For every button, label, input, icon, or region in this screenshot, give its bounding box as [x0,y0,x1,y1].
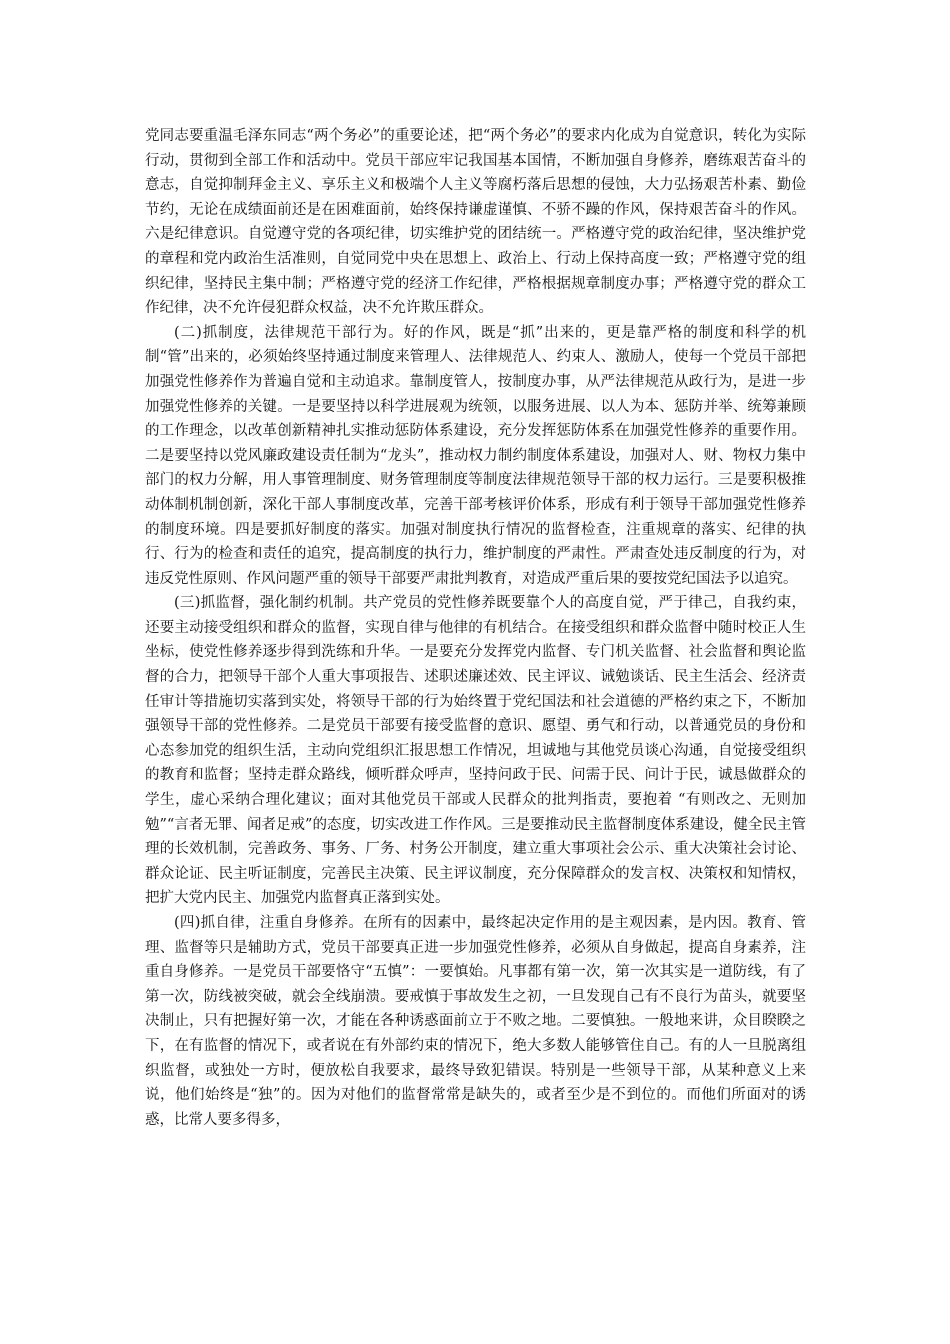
paragraph-system-regulation: (二)抓制度，法律规范干部行为。好的作风，既是“抓”出来的，更是靠严格的制度和科学的机制“管”出来的，必须始终坚持通过制度来管理人、法律规范人、约束人、激励人，使每一个党员干部把加强党性修养作为普遍自觉和主动追求。靠制度管人，按制度办事，从严法律规范从政行为，是进一步加强党性修养的关键。一是要坚持以科学进展观为统领，以服务进展、以人为本、惩防并举、统筹兼顾的工作理念，以改革创新精神扎实推动惩防体系建设，充分发挥惩防体系在加强党性修养的重要作用。二是要坚持以党风廉政建设责任制为“龙头”，推动权力制约制度体系建设，加强对人、财、物权力集中部门的权力分解，用人事管理制度、财务管理制度等制度法律规范领导干部的权力运行。三是要积极推动体制机制创新，深化干部人事制度改革，完善干部考核评价体系，形成有利于领导干部加强党性修养的制度环境。四是要抓好制度的落实。加强对制度执行情况的监督检查，注重规章的落实、纪律的执行、行为的检查和责任的追究，提高制度的执行力，维护制度的严肃性。严肃查处违反制度的行为，对违反党性原则、作风问题严重的领导干部要严肃批判教育，对造成严重后果的要按党纪国法予以追究。 [145,324,806,587]
paragraph-self-discipline: (四)抓自律，注重自身修养。在所有的因素中，最终起决定作用的是主观因素，是内因。教育、管理、监督等只是辅助方式，党员干部要真正进一步加强党性修养，必须从自身做起，提高自身素养，注重自身修养。一是党员干部要恪守“五慎”：一要慎始。凡事都有第一次，第一次其实是一道防线，有了第一次，防线被突破，就会全线崩溃。要戒慎于事故发生之初，一旦发现自己有不良行为苗头，就要坚决制止，只有把握好第一次，才能在各种诱惑面前立于不败之地。二要慎独。一般地来讲，众目睽睽之下，在有监督的情况下，或者说在有外部约束的情况下，绝大多数人能够管住自己。有的人一旦脱离组织监督，或独处一方时，便放松自我要求，最终导致犯错误。特别是一些领导干部，从某种意义上来说，他们始终是“独”的。因为对他们的监督常常是缺失的，或者至少是不到位的。而他们所面对的诱惑，比常人要多得多， [145,915,806,1128]
paragraph-discipline-awareness: 党同志要重温毛泽东同志“两个务必”的重要论述，把“两个务必”的要求内化成为自觉意识，转化为实际行动，贯彻到全部工作和活动中。党员干部应牢记我国基本国情，不断加强自身修养，磨练艰苦奋斗的意志，自觉抑制拜金主义、享乐主义和极端个人主义等腐朽落后思想的侵蚀，大力弘扬艰苦朴素、勤俭节约，无论在成绩面前还是在困难面前，始终保持谦虚谨慎、不骄不躁的作风，保持艰苦奋斗的作风。六是纪律意识。自觉遵守党的各项纪律，切实维护党的团结统一。严格遵守党的政治纪律，坚决维护党的章程和党内政治生活准则，自觉同党中央在思想上、政治上、行动上保持高度一致；严格遵守党的组织纪律，坚持民主集中制；严格遵守党的经济工作纪律，严格根据规章制度办事；严格遵守党的群众工作纪律，决不允许侵犯群众权益，决不允许欺压群众。 [145,128,806,317]
document-page [145,124,806,1132]
paragraph-supervision: (三)抓监督，强化制约机制。共产党员的党性修养既要靠个人的高度自觉，严于律己，自我约束，还要主动接受组织和群众的监督，实现自律与他律的有机结合。在接受组织和群众监督中随时校正人生坐标，使党性修养逐步得到洗练和升华。一是要充分发挥党内监督、专门机关监督、社会监督和舆论监督的合力，把领导干部个人重大事项报告、述职述廉述效、民主评议、诫勉谈话、民主生活会、经济责任审计等措施切实落到实处，将领导干部的行为始终置于党纪国法和社会道德的严格约束之下，不断加强领导干部的党性修养。二是党员干部要有接受监督的意识、愿望、勇气和行动，以普通党员的身份和心态参加党的组织生活，主动向党组织汇报思想工作情况，坦诚地与其他党员谈心沟通，自觉接受组织的教育和监督；坚持走群众路线，倾听群众呼声，坚持问政于民、问需于民、问计于民，诚恳做群众的学生，虚心采纳合理化建议；面对其他党员干部或人民群众的批判指责，要抱着 “有则改之、无则加勉”“言者无罪、闻者足戒”的态度，切实改进工作作风。三是要推动民主监督制度体系建设，健全民主管理的长效机制，完善政务、事务、厂务、村务公开制度，建立重大事项社会公示、重大决策社会讨论、群众论证、民主听证制度，完善民主决策、民主评议制度，充分保障群众的发言权、决策权和知情权，把扩大党内民主、加强党内监督真正落到实处。 [145,595,806,907]
